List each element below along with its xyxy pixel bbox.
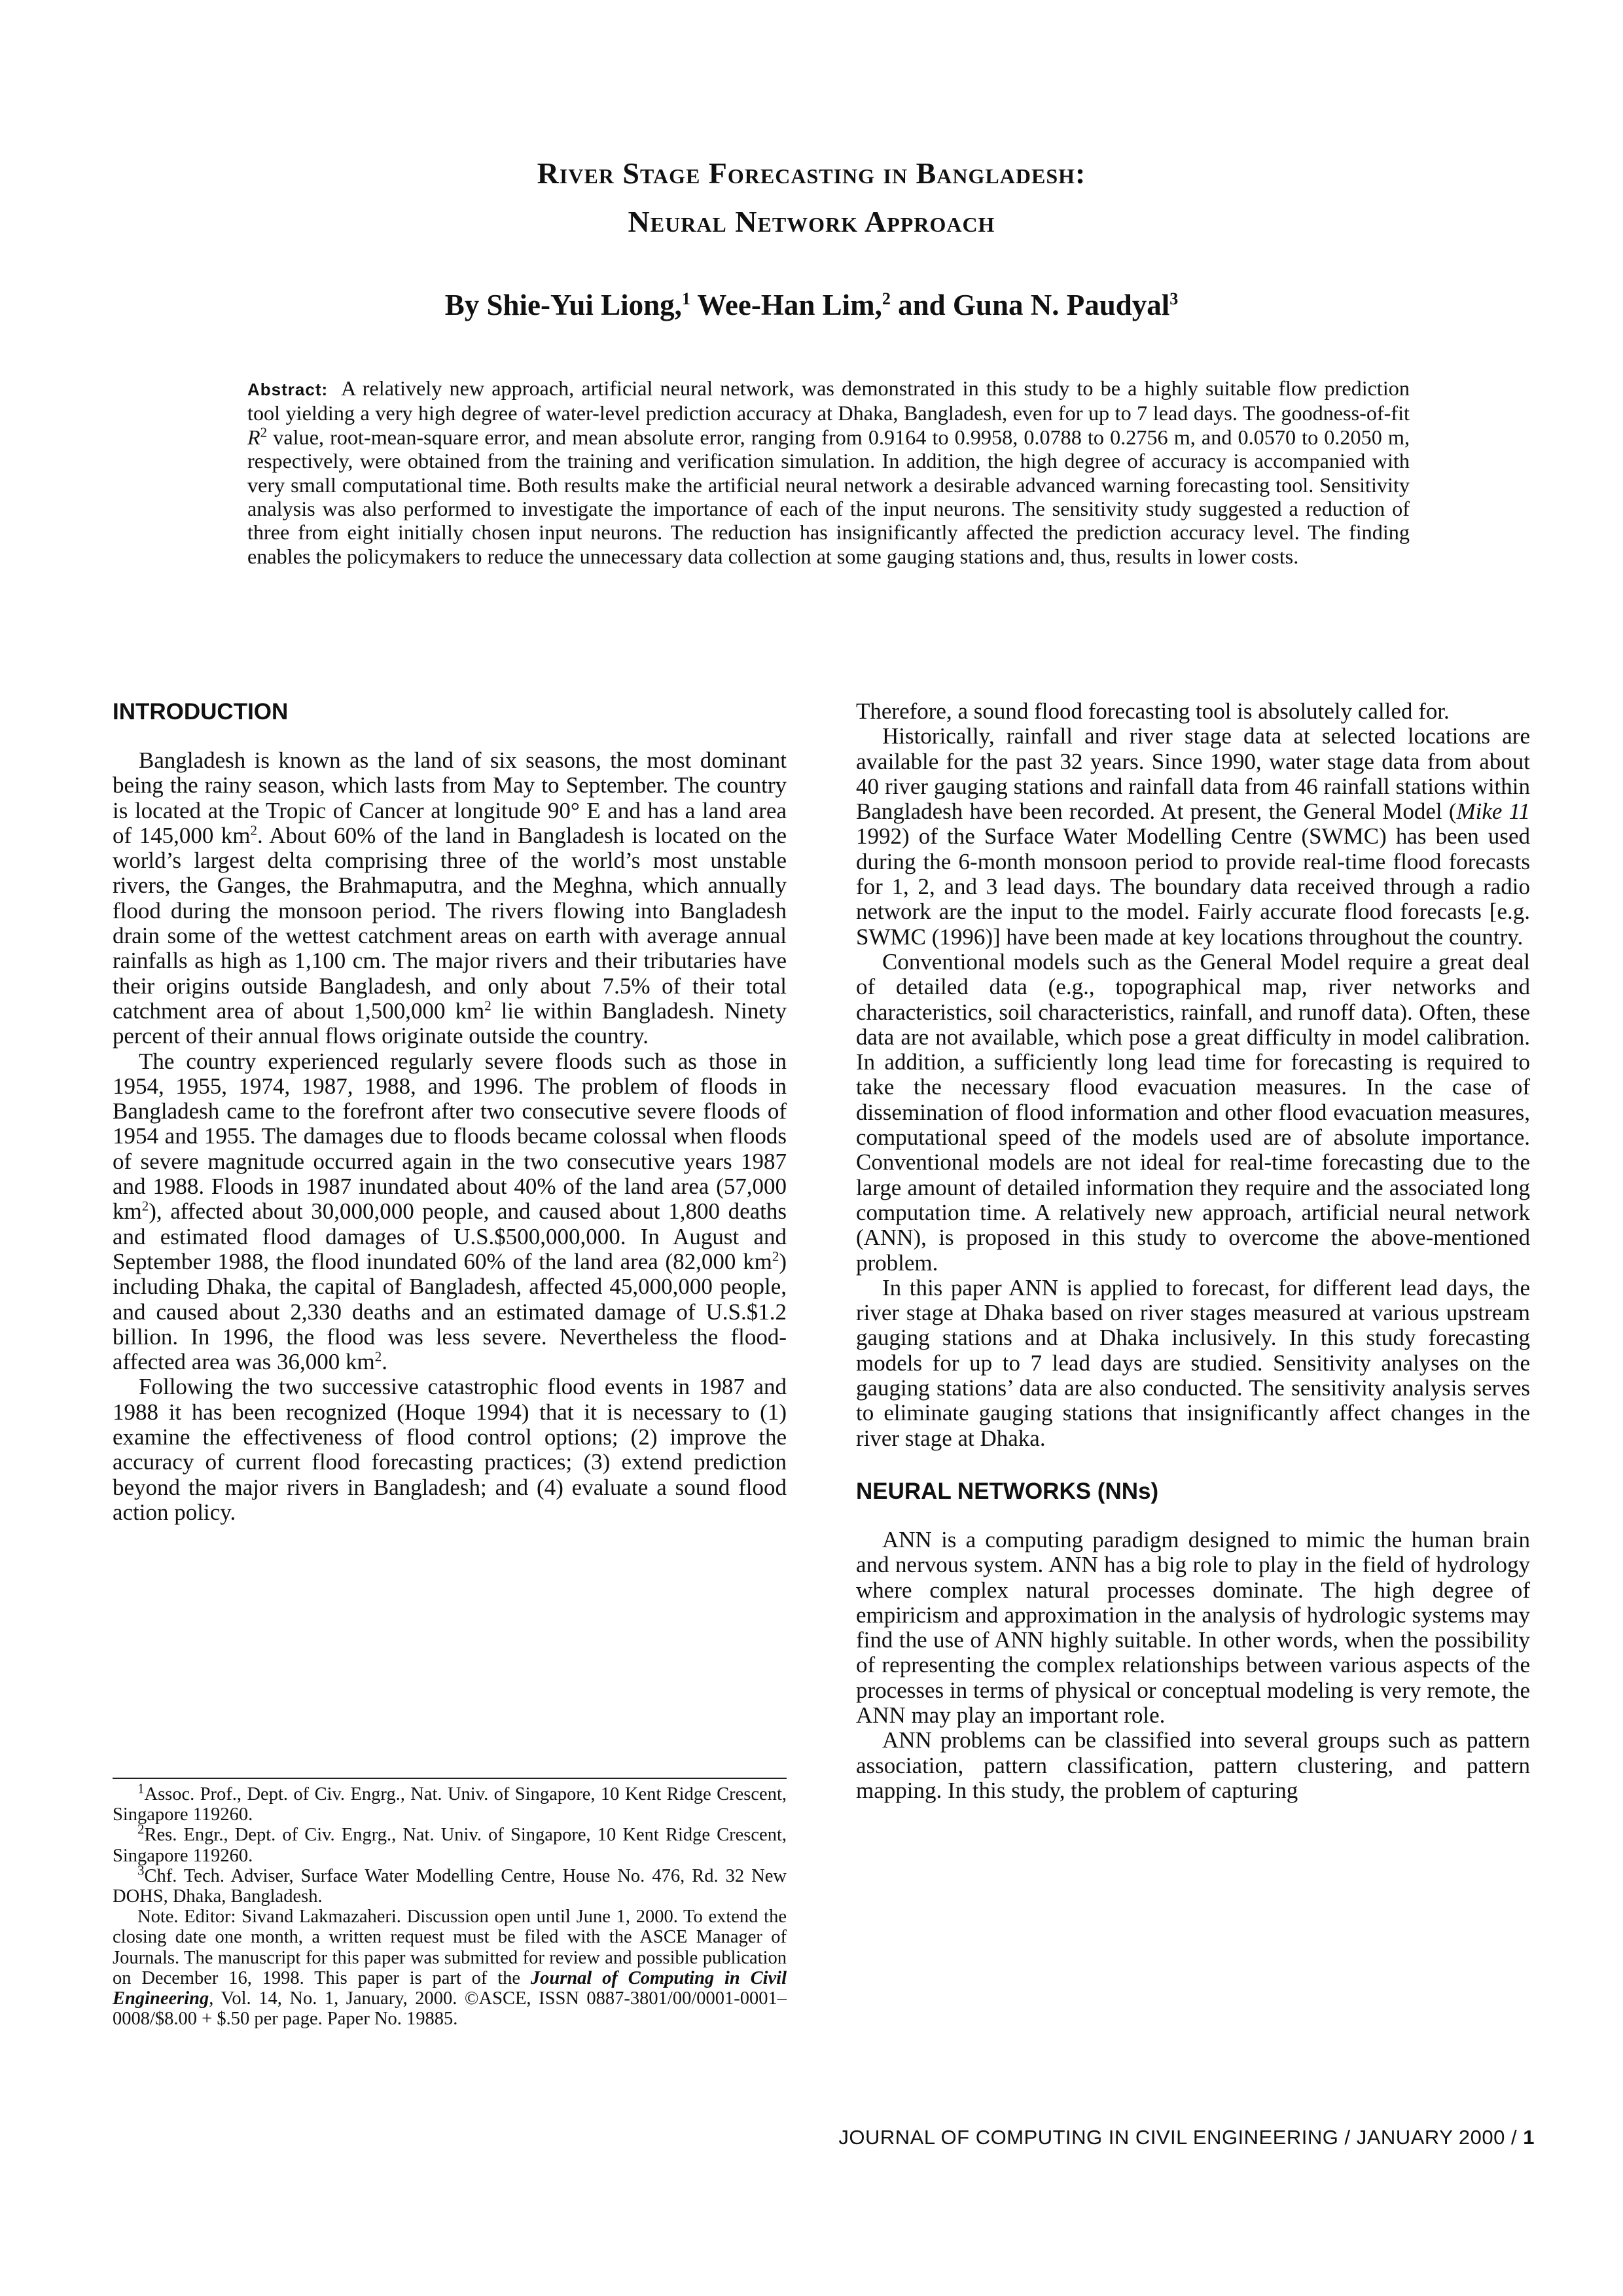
and-label: and — [898, 289, 946, 321]
by-label: By — [444, 289, 480, 321]
left-column — [113, 699, 787, 1525]
introduction-heading: INTRODUCTION — [113, 699, 289, 725]
paper-title-line-1: River Stage Forecasting in Bangladesh: — [537, 156, 1086, 190]
footnote-2-mark: 2 — [137, 1821, 145, 1837]
right-paragraph-5: ANN problems can be classified into several groups such as pattern association, pattern classification, pattern clustering, and pattern mapping. In this study, the problem of capturing — [856, 1727, 1530, 1803]
intro-p1-text-c: lie within Bangladesh. Ninety percent of their annual flows originate outside the country. — [113, 997, 787, 1049]
page-number: 1 — [1523, 2126, 1535, 2149]
journal-name: Journal of Computing in Civil Engineering — [113, 1967, 787, 2009]
intro-p1-sup-1: 2 — [250, 822, 257, 838]
author-1: Shie-Yui Liong, — [486, 289, 682, 321]
footnote-1-mark: 1 — [137, 1780, 145, 1797]
abstract-text-b: value, root-mean-square error, and mean absolute error, ranging from 0.9164 to 0.9958, 0.0788 to 0.2756 m, and 0.0570 to 0.2050 m, respectively, were obtained from the training and verification simulation. In addition, the high degree of accuracy is accompanied with very small computational time. Both results make the artificial neural network a desirable advanced warning forecasting tool. Sensitivity analysis was also performed to investigate the importance of each of the input neurons. The sensitivity study suggested a reduction of three from eight initially chosen input neurons. The reduction has insignificantly affected the prediction accuracy level. The finding enables the policymakers to reduce the unnecessary data collection at some gauging stations and, thus, results in lower costs. — [247, 425, 1410, 568]
author-3-mark: 3 — [1169, 289, 1179, 308]
right-p1-text-b: 1992) of the Surface Water Modelling Centre (SWMC) has been used during the 6-month monsoon period to provide real-time flood forecasts for 1, 2, and 3 lead days. The boundary data received through a radio network are the input to the model. Fairly accurate flood forecasts [e.g. SWMC (1996)] have been made at key locations throughout the country. — [856, 823, 1530, 950]
intro-paragraph-3: Following the two successive catastrophic flood events in 1987 and 1988 it has been recognized (Hoque 1994) that it is necessary to (1) examine the effectiveness of flood control options; (2) improve the accuracy of current flood forecasting practices; (3) extend prediction beyond the major rivers in Bangladesh; and (4) evaluate a sound flood action policy. — [113, 1374, 787, 1525]
right-p1-text-a: Historically, rainfall and river stage data at selected locations are available for the past 32 years. Since 1990, water stage data from about 40 river gauging stations and rainfall data from 46 rainfall stations within Bangladesh have been recorded. At present, the General Model ( — [856, 723, 1530, 825]
intro-p2-text-d: . — [382, 1349, 387, 1375]
intro-p2-text-b: ), affected about 30,000,000 people, and caused about 1,800 deaths and estimated flood damages of U.S.$500,000,000. In August and September 1988, the flood inundated 60% of the land area (82,000 km — [113, 1198, 787, 1274]
abstract-r-sup: 2 — [260, 424, 268, 440]
editor-note-text-b: , Vol. 14, No. 1, January, 2000. ©ASCE, ISSN 0887-3801/00/0001-0001–0008/$8.00 + $.50 per page. Paper No. 19885. — [113, 1988, 787, 2030]
footnote-3-mark: 3 — [137, 1862, 145, 1878]
page-footer — [815, 2126, 1535, 2149]
intro-p2-sup-3: 2 — [374, 1348, 382, 1365]
intro-p1-text-b: . About 60% of the land in Bangladesh is located on the world’s largest delta comprising three of the world’s most unstable rivers, the Ganges, the Brahmaputra, and the Meghna, which annually flood during the monsoon period. The rivers flowing into Bangladesh drain some of the wettest catchment areas on earth with average annual rainfalls as high as 1,100 cm. The major rivers and their tributaries have their origins outside Bangladesh, and only about 7.5% of their total catchment area of about 1,500,000 km — [113, 822, 787, 1024]
right-paragraph-2: Conventional models such as the General Model require a great deal of detailed data (e.g., topographical map, river networks and characteristics, soil characteristics, rainfall, and runoff data). Often, these data are not available, which pose a great difficulty in model calibration. In addition, a sufficiently long lead time for forecasting is required to take the necessary flood evacuation measures. In the case of dissemination of flood information and other flood evacuation measures, computational speed of the models used are of absolute importance. Conventional models are not ideal for real-time forecasting due to the large amount of detailed information they require and the associated long computation time. A relatively new approach, artificial neural network (ANN), is proposed in this study to overcome the above-mentioned problem. — [856, 948, 1530, 1276]
author-3: Guna N. Paudyal — [952, 289, 1170, 321]
editor-note-text-a: Note. Editor: Sivand Lakmazaheri. Discussion open until June 1, 2000. To extend the closing date one month, a written request must be filed with the ASCE Manager of Journals. The manuscript for this paper was submitted for review and possible publication on December 16, 1998. This paper is part of the — [113, 1907, 787, 1988]
intro-paragraph-2 — [113, 1049, 787, 1375]
footnote-1 — [113, 1780, 787, 1825]
right-paragraph-1 — [856, 724, 1530, 950]
neural-networks-heading: NEURAL NETWORKS (NNs) — [856, 1478, 1159, 1504]
footer-journal-info: JOURNAL OF COMPUTING IN CIVIL ENGINEERING / JANUARY 2000 / — [838, 2126, 1518, 2149]
intro-p1-sup-2: 2 — [484, 997, 491, 1014]
author-2-mark: 2 — [882, 289, 891, 308]
right-paragraph-0: Therefore, a sound flood forecasting tool is absolutely called for. — [856, 698, 1450, 724]
model-name: Mike 11 — [1456, 798, 1530, 825]
paper-title-line-2: Neural Network Approach — [628, 205, 995, 238]
intro-p1-text-a: Bangladesh is known as the land of six seasons, the most dominant being the rainy season, which lasts from May to September. The country is located at the Tropic of Cancer at longitude 90° E and has a land area of 145,000 km — [113, 747, 787, 848]
abstract-text-a: A relatively new approach, artificial neural network, was demonstrated in this study to be a highly suitable flow prediction tool yielding a very high degree of water-level prediction accuracy at Dhaka, Bangladesh, even for up to 7 lead days. The goodness-of-fit — [247, 376, 1410, 425]
editor-note — [113, 1907, 787, 2029]
intro-paragraph-1 — [113, 748, 787, 1049]
right-paragraph-3: In this paper ANN is applied to forecast, for different lead days, the river stage at Dhaka based on river stages measured at various upstream gauging stations and at Dhaka inclusively. In this study forecasting models for up to 7 lead days are studied. Sensitivity analyses on the gauging stations’ data are also conducted. The sensitivity analysis serves to eliminate gauging stations that insignificantly affect changes in the river stage at Dhaka. — [856, 1274, 1530, 1451]
footnote-1-text: Assoc. Prof., Dept. of Civ. Engrg., Nat. Univ. of Singapore, 10 Kent Ridge Crescent, Singapore 119260. — [113, 1784, 787, 1825]
footnote-2 — [113, 1821, 787, 1866]
intro-p2-sup-2: 2 — [772, 1248, 779, 1265]
abstract-label: Abstract: — [247, 380, 329, 399]
intro-p2-text-a: The country experienced regularly severe floods such as those in 1954, 1955, 1974, 1987, 1988, and 1996. The problem of floods in Bangladesh came to the forefront after two consecutive severe floods of 1954 and 1955. The damages due to floods became colossal when floods of severe magnitude occurred again in the two consecutive years 1987 and 1988. Floods in 1987 inundated about 40% of the land area (57,000 km — [113, 1048, 787, 1225]
intro-p2-sup-1: 2 — [141, 1198, 149, 1214]
right-paragraph-4: ANN is a computing paradigm designed to mimic the human brain and nervous system. ANN has a big role to play in the field of hydrology where complex natural processes dominate. The high degree of empiricism and approximation in the analysis of hydrologic systems may find the use of ANN highly suitable. In other words, when the possibility of representing the complex relationships between various aspects of the processes in terms of physical or conceptual modeling is very remote, the ANN may play an important role. — [856, 1526, 1530, 1728]
right-column — [856, 699, 1530, 1803]
footnote-3 — [113, 1862, 787, 1907]
footnote-2-text: Res. Engr., Dept. of Civ. Engrg., Nat. Univ. of Singapore, 10 Kent Ridge Crescent, Singapore 119260. — [113, 1825, 787, 1866]
intro-p2-text-c: ) including Dhaka, the capital of Bangladesh, affected 45,000,000 people, and caused about 2,330 deaths and an estimated damage of U.S.$1.2 billion. In 1996, the flood was less severe. Nevertheless the flood-affected area was 36,000 km — [113, 1248, 787, 1375]
abstract-r-symbol: R — [247, 425, 260, 449]
author-2: Wee-Han Lim, — [697, 289, 882, 321]
footnote-3-text: Chf. Tech. Adviser, Surface Water Modelling Centre, House No. 476, Rd. 32 New DOHS, Dhaka, Bangladesh. — [113, 1865, 787, 1907]
abstract — [247, 376, 1410, 568]
footnote-divider — [113, 1778, 787, 1779]
author-1-mark: 1 — [681, 289, 690, 308]
footnotes — [113, 1780, 787, 2030]
author-line — [0, 288, 1623, 322]
